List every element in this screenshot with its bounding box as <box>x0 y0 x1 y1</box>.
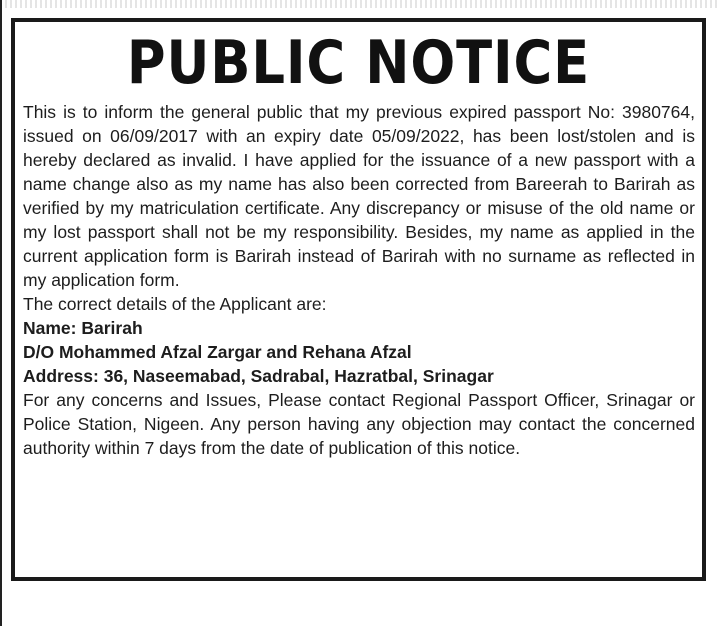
public-notice-box <box>11 18 706 581</box>
notice-intro-paragraph: This is to inform the general public that my previous expired passport No: 3980764, issued on 06/09/2017 with an expiry date 05/09/2022, has been lost/stolen and is hereby declared as invalid. I have applied for the issuance of a new passport with a name change also as my name has also been corrected from Bareerah to Barirah as verified by my matriculation certificate. Any discrepancy or misuse of the old name or my lost passport shall not be my responsibility. Besides, my name as applied in the current application form is Barirah instead of Barirah with no surname as reflected in my application form. <box>23 102 695 290</box>
notice-body <box>23 100 695 460</box>
notice-title: PUBLIC NOTICE <box>126 28 591 98</box>
applicant-address: Address: 36, Naseemabad, Sadrabal, Hazratbal, Srinagar <box>23 366 494 386</box>
details-heading: The correct details of the Applicant are: <box>23 294 327 314</box>
applicant-name: Name: Barirah <box>23 318 143 338</box>
notice-closing-paragraph: For any concerns and Issues, Please contact Regional Passport Officer, Srinagar or Police Station, Nigeen. Any person having any objection may contact the concerned authority within 7 days from the date of publication of this notice. <box>23 390 695 458</box>
applicant-parents: D/O Mohammed Afzal Zargar and Rehana Afzal <box>23 342 412 362</box>
column-rule <box>0 0 2 626</box>
clipping-edge <box>0 0 718 8</box>
